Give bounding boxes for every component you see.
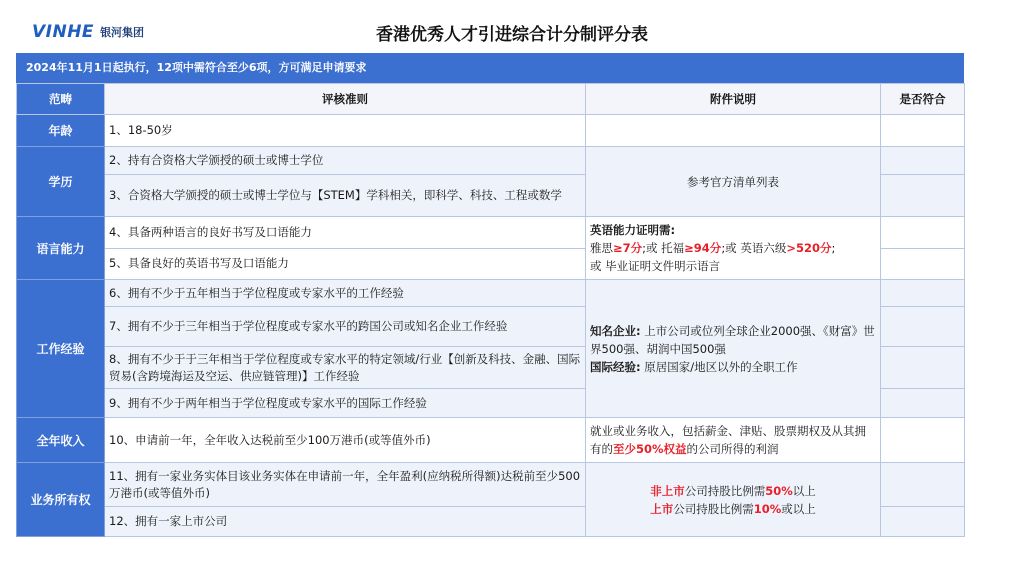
header-check: 是否符合	[881, 84, 965, 115]
note-work	[586, 280, 881, 418]
category-work: 工作经验	[17, 280, 105, 418]
table-row	[17, 147, 965, 175]
check-cell-5[interactable]	[881, 248, 965, 280]
business-note-unlisted: 非上市公司持股比例需50%以上	[650, 483, 816, 498]
check-cell-4[interactable]	[881, 217, 965, 249]
table-row	[17, 463, 965, 507]
note-business	[586, 463, 881, 537]
criterion-6: 6、拥有不少于五年相当于学位程度或专家水平的工作经验	[105, 280, 586, 307]
criterion-11: 11、拥有一家业务实体目该业务实体在申请前一年，全年盈利(应纳税所得额)达税前至少500万港币(或等值外币)	[105, 463, 586, 507]
criterion-8: 8、拥有不少于于三年相当于学位程度或专家水平的特定领域/行业【创新及科技、金融、国际贸易(含跨境海运及空运、供应链管理)】工作经验	[105, 347, 586, 389]
work-note-famous: 知名企业: 上市公司或位列全球企业2000强、《财富》世界500强、胡润中国500强	[590, 323, 875, 356]
criterion-2: 2、持有合资格大学颁授的硕士或博士学位	[105, 147, 586, 175]
notice-banner: 2024年11月1日起执行，12项中需符合至少6项，方可满足申请要求	[16, 53, 964, 83]
check-cell-2[interactable]	[881, 147, 965, 175]
work-note-international: 国际经验: 原居国家/地区以外的全职工作	[590, 359, 798, 374]
logo-mark: VINHE	[32, 22, 95, 42]
table-row	[17, 217, 965, 249]
note-language	[586, 217, 881, 280]
check-cell-3[interactable]	[881, 175, 965, 217]
header-notes: 附件说明	[586, 84, 881, 115]
criterion-1: 1、18-50岁	[105, 115, 586, 147]
category-education: 学历	[17, 147, 105, 217]
note-income: 就业或业务收入，包括薪金、津贴、股票期权及从其拥有的至少50%权益的公司所得的利润	[586, 418, 881, 463]
criterion-12: 12、拥有一家上市公司	[105, 507, 586, 537]
scoring-table-container	[16, 53, 964, 537]
note-empty	[586, 115, 881, 147]
check-cell-7[interactable]	[881, 307, 965, 347]
page-title: 香港优秀人才引进综合计分制评分表	[376, 25, 648, 45]
check-cell-6[interactable]	[881, 280, 965, 307]
check-cell-8[interactable]	[881, 347, 965, 389]
language-note-scores: 雅思≥7分;或 托福≥94分;或 英语六级>520分;	[590, 241, 836, 255]
criterion-3: 3、合资格大学颁授的硕士或博士学位与【STEM】学科相关，即科学、科技、工程或数学	[105, 175, 586, 217]
check-cell-12[interactable]	[881, 507, 965, 537]
category-income: 全年收入	[17, 418, 105, 463]
business-note-listed: 上市公司持股比例需10%或以上	[650, 501, 816, 516]
note-education: 参考官方清单列表	[586, 147, 881, 217]
criterion-9: 9、拥有不少于两年相当于学位程度或专家水平的国际工作经验	[105, 389, 586, 418]
scoring-table	[16, 83, 965, 537]
criterion-10: 10、申请前一年，全年收入达税前至少100万港币(或等值外币)	[105, 418, 586, 463]
table-row	[17, 280, 965, 307]
header-criteria: 评核准则	[105, 84, 586, 115]
logo-subtitle: 银河集团	[100, 26, 145, 39]
language-note-heading: 英语能力证明需:	[590, 223, 676, 237]
category-business: 业务所有权	[17, 463, 105, 537]
check-cell-10[interactable]	[881, 418, 965, 463]
table-row	[17, 115, 965, 147]
criterion-5: 5、具备良好的英语书写及口语能力	[105, 248, 586, 280]
check-cell-11[interactable]	[881, 463, 965, 507]
language-note-alt: 或 毕业证明文件明示语言	[590, 259, 721, 273]
criterion-4: 4、具备两种语言的良好书写及口语能力	[105, 217, 586, 249]
header-category: 范畴	[17, 84, 105, 115]
criterion-7: 7、拥有不少于三年相当于学位程度或专家水平的跨国公司或知名企业工作经验	[105, 307, 586, 347]
header-row	[17, 84, 965, 115]
check-cell-1[interactable]	[881, 115, 965, 147]
table-row	[17, 418, 965, 463]
check-cell-9[interactable]	[881, 389, 965, 418]
category-age: 年龄	[17, 115, 105, 147]
category-language: 语言能力	[17, 217, 105, 280]
